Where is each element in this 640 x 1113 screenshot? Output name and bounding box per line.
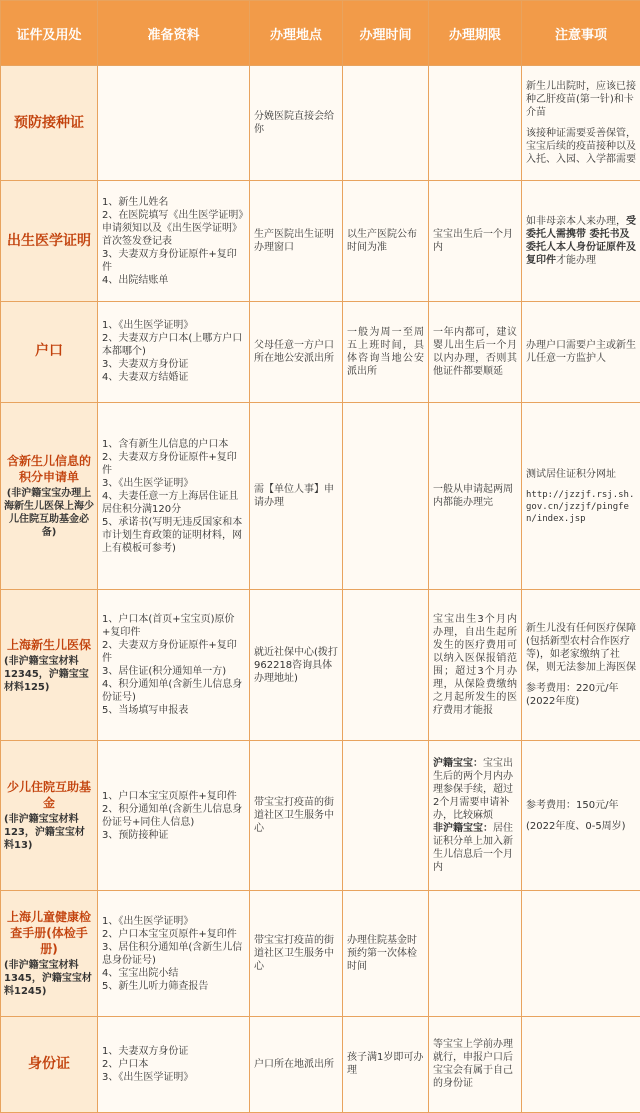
doc-name: 预防接种证: [1, 66, 98, 181]
material-item: 3、《出生医学证明》: [102, 1071, 194, 1083]
note-text: 新生儿没有任何医疗保障(包括新型农村合作医疗等)，如老家缴纳了社保，则无法参加上海医保: [526, 623, 636, 674]
material-item: 3、夫妻双方身份证原件+复印件: [102, 248, 237, 273]
materials-cell: [98, 301, 250, 402]
material-item: 1、《出生医学证明》: [102, 915, 194, 927]
time-cell: 一般为周一至周五上班时间，具体咨询当地公安派出所: [343, 301, 429, 402]
note-url: http://jzzjf.rsj.sh.gov.cn/jzzjf/pingfen/index.jsp: [526, 489, 635, 524]
material-item: 4、宝宝出院小结: [102, 967, 179, 979]
location-cell: 生产医院出生证明办理窗口: [250, 181, 343, 301]
materials-cell: [98, 891, 250, 1016]
material-item: 4、夫妻双方结婚证: [102, 372, 189, 384]
notes-cell: 办理户口需要户主或新生儿任意一方监护人: [522, 301, 640, 402]
notes-cell: [522, 181, 640, 301]
doc-name-subtitle: (非沪籍宝宝材料1345，沪籍宝宝材料1245): [4, 960, 92, 997]
note-text: (2022年度、0-5周岁): [526, 820, 626, 832]
period-cell: [429, 740, 522, 890]
header-cell: 注意事项: [522, 1, 640, 66]
header-cell: 办理时间: [343, 1, 429, 66]
table-row: [1, 891, 640, 1016]
material-item: 2、户口本: [102, 1058, 149, 1070]
location-cell: 户口所在地派出所: [250, 1016, 343, 1112]
table-row: [1, 402, 640, 590]
table-row: [1, 301, 640, 402]
material-item: 2、户口本宝宝页原件+复印件: [102, 928, 237, 940]
notes-cell: [522, 891, 640, 1016]
note-text: 测试居住证积分网址: [526, 468, 616, 480]
doc-name: 出生医学证明: [1, 181, 98, 301]
doc-name: 户口: [1, 301, 98, 402]
header-cell: 办理期限: [429, 1, 522, 66]
time-cell: 以生产医院公布时间为准: [343, 181, 429, 301]
doc-name: [1, 740, 98, 890]
doc-name-text: 少儿住院互助基金: [6, 780, 91, 811]
header-cell: 证件及用处: [1, 1, 98, 66]
period-label: 沪籍宝宝：: [433, 758, 483, 770]
period-cell: 一年内都可，建议婴儿出生后一个月以内办理，否则其他证件都要顺延: [429, 301, 522, 402]
material-item: 2、在医院填写《出生医学证明》申请须知以及《出生医学证明》首次签发登记表: [102, 209, 244, 247]
material-item: 5、当场填写申报表: [102, 705, 189, 717]
materials-cell: [98, 590, 250, 740]
doc-name-subtitle: (非沪籍宝宝办理上海新生儿医保上海少儿住院互助基金必备): [4, 488, 94, 539]
location-cell: 就近社保中心(拨打962218咨询具体办理地址): [250, 590, 343, 740]
material-item: 4、出院结账单: [102, 274, 169, 286]
doc-name-subtitle: (非沪籍宝宝材料123，沪籍宝宝材料13): [4, 814, 85, 852]
material-item: 2、积分通知单(含新生儿信息身份证号+同住人信息): [102, 803, 243, 828]
notes-cell: [522, 740, 640, 890]
period-cell: [429, 66, 522, 181]
doc-name: [1, 590, 98, 740]
materials-cell: [98, 66, 250, 181]
period-cell: 宝宝出生后一个月内: [429, 181, 522, 301]
doc-name-subtitle: (非沪籍宝宝材料12345，沪籍宝宝材料125): [4, 655, 89, 693]
period-cell: [429, 891, 522, 1016]
material-item: 2、夫妻双方身份证原件+复印件: [102, 640, 237, 665]
time-cell: 孩子满1岁即可办理: [343, 1016, 429, 1112]
header-cell: 办理地点: [250, 1, 343, 66]
material-item: 3、预防接种证: [102, 829, 169, 841]
note-text: 参考费用：150元/年: [526, 799, 619, 811]
doc-name: 身份证: [1, 1016, 98, 1112]
period-text: 宝宝出生后的两个月内办理参保手续，超过2个月需要申请补办，比较麻烦: [433, 758, 513, 822]
header-cell: 准备资料: [98, 1, 250, 66]
time-cell: [343, 590, 429, 740]
time-cell: [343, 66, 429, 181]
period-cell: 一般从申请起两周内都能办理完: [429, 402, 522, 590]
time-cell: [343, 740, 429, 890]
period-text: 居住证积分单上加入新生儿信息后一个月内: [433, 823, 513, 874]
material-item: 1、含有新生儿信息的户口本: [102, 438, 229, 450]
location-cell: 带宝宝打疫苗的街道社区卫生服务中心: [250, 740, 343, 890]
notes-cell: [522, 590, 640, 740]
note-text: 才能办理: [556, 255, 596, 266]
material-item: 2、夫妻双方身份证原件+复印件: [102, 451, 237, 476]
table-row: [1, 66, 640, 181]
materials-cell: [98, 181, 250, 301]
location-cell: 带宝宝打疫苗的街道社区卫生服务中心: [250, 891, 343, 1016]
doc-name-text: 上海新生儿医保: [6, 637, 91, 652]
material-item: 5、新生儿听力筛查报告: [102, 980, 209, 992]
table-row: [1, 1016, 640, 1112]
period-cell: 等宝宝上学前办理就行，申报户口后宝宝会有属于自己的身份证: [429, 1016, 522, 1112]
material-item: 5、承诺书(写明无违反国家和本市计划生育政策的证明材料，网上有模板可参考): [102, 516, 243, 554]
material-item: 3、居住证(积分通知单一方): [102, 666, 227, 678]
table-row: [1, 740, 640, 890]
materials-cell: [98, 1016, 250, 1112]
material-item: 1、户口本(首页+宝宝页)原价+复印件: [102, 614, 235, 639]
period-label: 非沪籍宝宝：: [433, 823, 493, 835]
materials-cell: [98, 740, 250, 890]
table-row: [1, 181, 640, 301]
period-cell: 宝宝出生3个月内办理，自出生起所发生的医疗费用可以纳入医保报销范围；超过3个月办理，从保险费缴纳之月起所发生的医疗费用才能报: [429, 590, 522, 740]
notes-cell: [522, 66, 640, 181]
notes-cell: [522, 402, 640, 590]
material-item: 2、夫妻双方户口本(上哪方户口本都哪个): [102, 333, 243, 358]
material-item: 1、户口本宝宝页原件+复印件: [102, 790, 237, 802]
doc-name-text: 含新生儿信息的积分申请单: [6, 454, 91, 485]
table-header-row: [1, 1, 640, 66]
doc-name: [1, 402, 98, 590]
material-item: 4、夫妻任意一方上海居住证且居住积分满120分: [102, 490, 239, 515]
material-item: 3、居住积分通知单(含新生儿信息身份证号): [102, 941, 243, 966]
note-text: 该接种证需要妥善保管，宝宝后续的疫苗接种以及入托、入园、入学都需要: [526, 128, 636, 166]
note-text: 参考费用：220元/年(2022年度): [526, 683, 619, 708]
time-cell: [343, 402, 429, 590]
doc-name-text: 上海儿童健康检查手册(体检手册): [6, 910, 91, 956]
table-row: [1, 590, 640, 740]
note-text: 如非母亲本人来办理，: [526, 216, 626, 227]
notes-cell: [522, 1016, 640, 1112]
material-item: 4、积分通知单(含新生儿信息身份证号): [102, 679, 243, 704]
note-text: 新生儿出院时，应该已接种乙肝疫苗(第一针)和卡介苗: [526, 81, 636, 119]
material-item: 3、《出生医学证明》: [102, 477, 194, 489]
material-item: 1、《出生医学证明》: [102, 320, 194, 332]
time-cell: 办理住院基金时预约第一次体检时间: [343, 891, 429, 1016]
note-bold-text: 受委托人需携带 委托书及委托人本人身份证原件及复印件: [526, 216, 636, 266]
material-item: 3、夫妻双方身份证: [102, 359, 189, 371]
material-item: 1、新生儿姓名: [102, 196, 169, 208]
location-cell: 父母任意一方户口所在地公安派出所: [250, 301, 343, 402]
material-item: 1、夫妻双方身份证: [102, 1045, 189, 1057]
location-cell: 分娩医院直接会给你: [250, 66, 343, 181]
location-cell: 需【单位人事】申请办理: [250, 402, 343, 590]
doc-name: [1, 891, 98, 1016]
materials-cell: [98, 402, 250, 590]
